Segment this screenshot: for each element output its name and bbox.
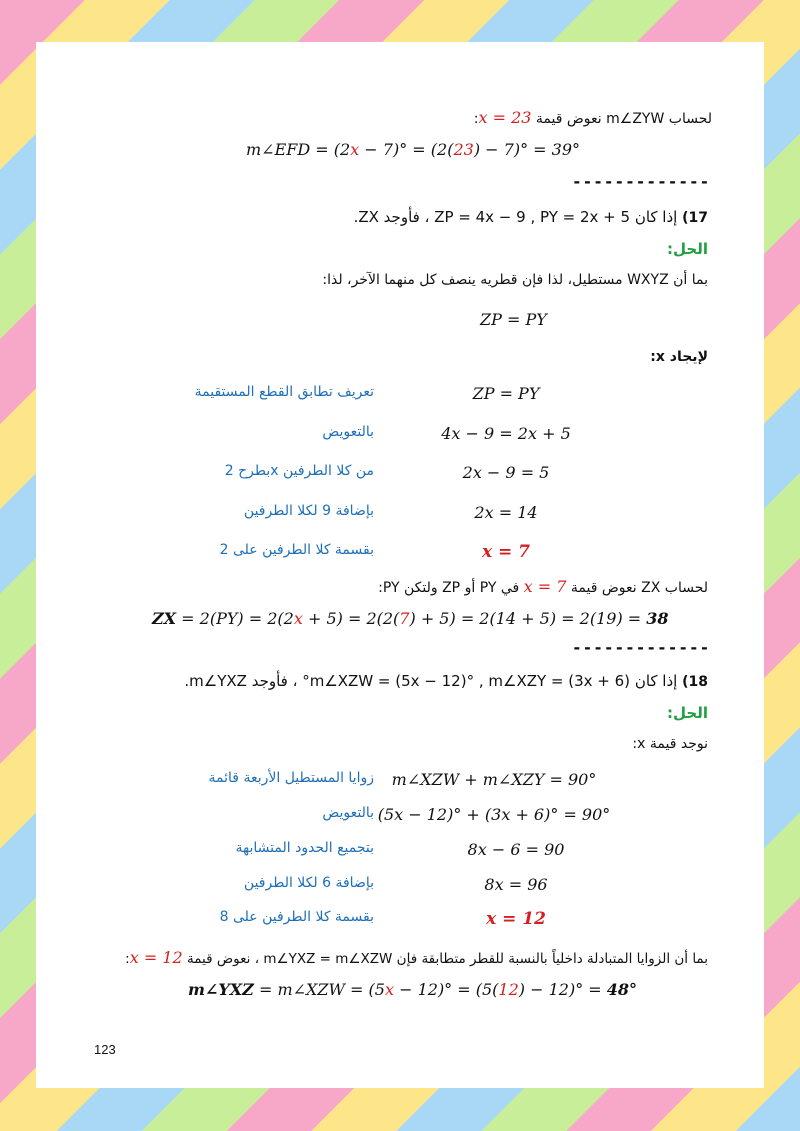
step-reason-18-1: زوايا المستطيل الأربعة قائمة bbox=[208, 770, 374, 786]
intro-text: لحساب m∠ZYW نعوض قيمة bbox=[535, 111, 712, 127]
final-17-lhs: ZX bbox=[152, 609, 177, 628]
final-18-lhs: m∠YXZ bbox=[188, 980, 254, 999]
step-eq-17-3: 2x − 9 = 5 bbox=[462, 463, 550, 482]
solution-label-17: الحل: bbox=[667, 240, 708, 258]
final-17-part: ) + 5) = 2(14 + 5) = 2(19) = bbox=[409, 609, 647, 628]
page-sheet bbox=[36, 42, 764, 1088]
intro-line bbox=[474, 108, 712, 127]
compute-text: لحساب ZX نعوض قيمة bbox=[570, 580, 708, 596]
compute-value: x = 7 bbox=[523, 577, 567, 596]
final-equation-17 bbox=[152, 609, 669, 628]
final-equation-18 bbox=[188, 980, 637, 999]
problem-18-number: 18) bbox=[682, 674, 708, 690]
final-17-x: x bbox=[293, 609, 303, 628]
reason-text-17: بما أن WXYZ مستطيل، لذا فإن قطريه ينصف كل منهما الآخر، لذا: bbox=[322, 272, 708, 288]
conclusion-end: : bbox=[125, 951, 130, 967]
problem-18-statement: إذا كان m∠XZW = (5x − 12)° , m∠XZY = (3x + 6)° ، فأوجد m∠YXZ. bbox=[184, 672, 678, 690]
problem-17-statement: إذا كان ZP = 4x − 9 , PY = 2x + 5 ، فأوجد ZX. bbox=[353, 208, 678, 226]
step-eq-18-2: (5x − 12)° + (3x + 6)° = 90° bbox=[377, 805, 611, 824]
compute-end: في PY أو ZP ولتكن PY: bbox=[378, 580, 520, 596]
step-eq-17-2: 4x − 9 = 2x + 5 bbox=[441, 424, 571, 443]
solution-label-18: الحل: bbox=[667, 704, 708, 722]
final-17-value: 7 bbox=[399, 609, 410, 628]
eq-efd-part: − 7)° = (2( bbox=[359, 140, 454, 159]
step-eq-17-1: ZP = PY bbox=[472, 384, 540, 403]
intro-end: : bbox=[473, 111, 479, 127]
final-18-value: 12 bbox=[498, 980, 519, 999]
conclusion-value: x = 12 bbox=[129, 948, 183, 967]
step-reason-17-2: بالتعويض bbox=[322, 424, 374, 440]
step-eq-18-3: 8x − 6 = 90 bbox=[467, 840, 565, 859]
step-reason-17-1: تعريف تطابق القطع المستقيمة bbox=[194, 384, 374, 400]
problem-17-line bbox=[354, 208, 708, 226]
final-18-part: ) − 12)° = bbox=[518, 980, 607, 999]
final-17-result: 38 bbox=[646, 609, 669, 628]
step-eq-18-1: m∠XZW + m∠XZY = 90° bbox=[391, 770, 597, 789]
separator-2: ------------- bbox=[572, 638, 711, 657]
step-reason-18-2: بالتعويض bbox=[322, 805, 374, 821]
final-17-part: = 2(PY) = 2(2 bbox=[176, 609, 294, 628]
eq-efd-value: 23 bbox=[453, 140, 474, 159]
find-x-label: لإيجاد x: bbox=[650, 349, 708, 365]
final-18-part: = m∠XZW = (5 bbox=[253, 980, 385, 999]
final-18-part: − 12)° = (5( bbox=[394, 980, 499, 999]
problem-17-number: 17) bbox=[682, 210, 708, 226]
step-reason-18-4: بإضافة 6 لكلا الطرفين bbox=[243, 875, 374, 891]
problem-18-line bbox=[184, 672, 708, 690]
compute-line-17 bbox=[378, 577, 708, 596]
find-text-18: نوجد قيمة x: bbox=[632, 736, 708, 752]
step-eq-17-5: x = 7 bbox=[481, 542, 531, 562]
step-reason-17-4: بإضافة 9 لكلا الطرفين bbox=[243, 503, 374, 519]
eq-efd-part: m∠EFD = (2 bbox=[246, 140, 351, 159]
equation-efd bbox=[246, 140, 580, 159]
eq-efd-part: ) − 7)° = 39° bbox=[473, 140, 581, 159]
page-number: 123 bbox=[94, 1042, 116, 1057]
final-17-part: + 5) = 2(2( bbox=[302, 609, 400, 628]
center-equation-17: ZP = PY bbox=[480, 310, 547, 329]
separator-1: ------------- bbox=[572, 172, 711, 191]
eq-efd-x: x bbox=[350, 140, 360, 159]
final-18-x: x bbox=[384, 980, 394, 999]
step-reason-17-5: بقسمة كلا الطرفين على 2 bbox=[219, 542, 374, 558]
intro-value: x = 23 bbox=[478, 108, 532, 127]
step-eq-18-5: x = 12 bbox=[486, 909, 546, 929]
conclusion-line-18 bbox=[125, 948, 708, 967]
final-18-result: 48° bbox=[606, 980, 638, 999]
step-eq-17-4: 2x = 14 bbox=[474, 503, 538, 522]
conclusion-text: بما أن الزوايا المتبادلة داخلياً بالنسبة للقطر متطابقة فإن m∠YXZ = m∠XZW ، نعوض قيمة bbox=[187, 951, 708, 967]
step-reason-17-3: بطرح 2x من كلا الطرفين bbox=[224, 463, 374, 479]
step-reason-18-3: بتجميع الحدود المتشابهة bbox=[235, 840, 374, 856]
step-reason-18-5: بقسمة كلا الطرفين على 8 bbox=[219, 909, 374, 925]
step-eq-18-4: 8x = 96 bbox=[484, 875, 548, 894]
